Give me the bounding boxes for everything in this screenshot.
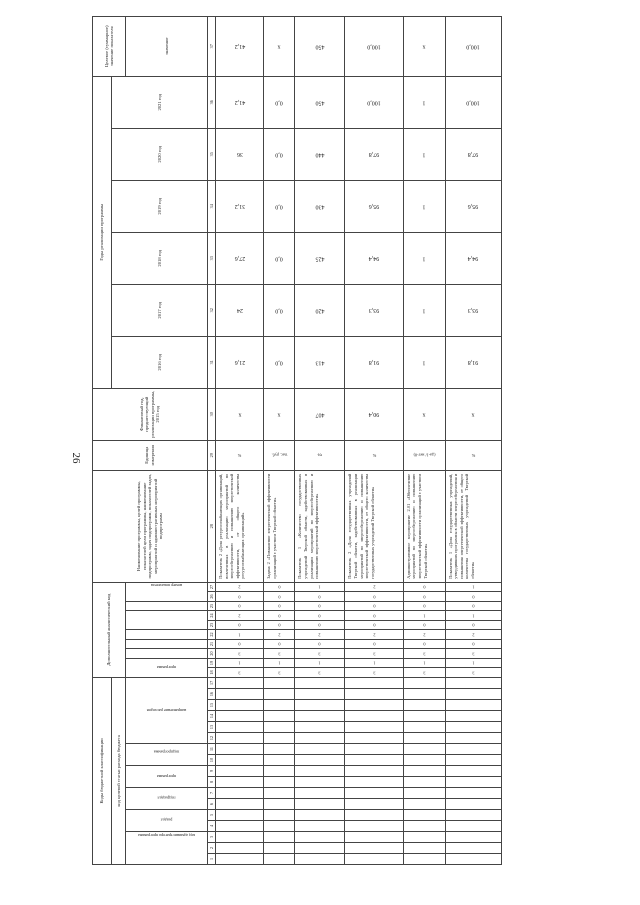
column-number: 34 <box>207 180 215 232</box>
analytic-code-cell: 0 <box>264 601 295 611</box>
budget-code-cell <box>264 777 295 788</box>
row-year-2021: 100,0 <box>345 76 403 128</box>
analytic-code-cell: 3 <box>445 649 501 659</box>
analytic-code-cell: 0 <box>295 620 345 630</box>
budget-code-cell <box>403 722 445 733</box>
column-number: 13 <box>207 722 215 733</box>
column-number: 3 <box>207 832 215 843</box>
column-number: 19 <box>207 658 215 668</box>
column-number: 20 <box>207 649 215 659</box>
budget-code-cell <box>295 799 345 810</box>
row-name: Показатель 2 «Доля ресурсоснабжающих организаций, вовлеченных в реализацию мероприятий по энергосбережению и повышению энергетической эффективности, от общего количества ресурсоснабжающих организаций» <box>216 470 264 582</box>
column-number: 8 <box>207 777 215 788</box>
row-year-2017: 1 <box>403 284 445 336</box>
column-number: 15 <box>207 700 215 711</box>
budget-code-cell <box>264 677 295 688</box>
row-year-2016: 91,8 <box>345 336 403 388</box>
budget-code-cell <box>403 766 445 777</box>
analytic-code-cell: 3 <box>216 649 264 659</box>
budget-code-cell <box>445 711 501 722</box>
budget-code-cell <box>403 810 445 821</box>
column-number: 6 <box>207 799 215 810</box>
analytic-code-cell: 0 <box>216 620 264 630</box>
row-year-2017: 93,3 <box>445 284 501 336</box>
budget-code-cell <box>216 689 264 700</box>
header-year-2020: 2020 год <box>111 128 207 180</box>
analytic-code-cell: 2 <box>295 630 345 640</box>
analytic-code-cell: 3 <box>216 668 264 678</box>
analytic-code-cell: 0 <box>445 639 501 649</box>
analytic-code-cell: 2 <box>345 630 403 640</box>
budget-code-cell <box>445 700 501 711</box>
budget-code-cell <box>264 810 295 821</box>
subheader-activity <box>126 611 207 630</box>
row-year-2021: 41,2 <box>216 76 264 128</box>
row-target: 41,2 <box>216 16 264 76</box>
budget-code-cell <box>445 788 501 799</box>
row-unit: % <box>216 440 264 470</box>
row-unit: (да-1/ нет-0) <box>403 440 445 470</box>
budget-code-cell <box>264 832 295 843</box>
budget-code-cell <box>264 854 295 865</box>
budget-code-cell <box>445 766 501 777</box>
budget-code-cell <box>216 854 264 865</box>
row-year-2016: 1 <box>403 336 445 388</box>
budget-code-cell <box>403 744 445 755</box>
budget-code-cell <box>345 722 403 733</box>
budget-code-cell <box>345 810 403 821</box>
table-row <box>264 16 295 864</box>
header-analytic-code: Дополнительный аналитический код <box>93 582 126 677</box>
analytic-code-cell: 3 <box>345 668 403 678</box>
budget-code-cell <box>216 799 264 810</box>
budget-code-cell <box>345 700 403 711</box>
column-number: 21 <box>207 639 215 649</box>
column-number: 30 <box>207 388 215 440</box>
header-target-value: Целевое (суммарное) значение показателя <box>93 16 126 76</box>
analytic-code-cell: 0 <box>403 639 445 649</box>
budget-code-cell <box>216 677 264 688</box>
table-row <box>345 16 403 864</box>
budget-code-cell <box>216 832 264 843</box>
row-year-2016: 413 <box>295 336 345 388</box>
budget-code-cell <box>445 821 501 832</box>
analytic-code-cell: 0 <box>403 620 445 630</box>
analytic-code-cell: 1 <box>445 658 501 668</box>
budget-code-cell <box>216 722 264 733</box>
analytic-code-cell: 0 <box>264 639 295 649</box>
analytic-code-cell: 1 <box>216 630 264 640</box>
budget-code-cell <box>264 766 295 777</box>
budget-code-cell <box>295 755 345 766</box>
row-year-2018: 94,4 <box>445 232 501 284</box>
row-year-2017: 24 <box>216 284 264 336</box>
column-number: 33 <box>207 232 215 284</box>
budget-code-cell <box>295 810 345 821</box>
row-target: х <box>264 16 295 76</box>
budget-code-cell <box>264 689 295 700</box>
analytic-code-cell: 1 <box>403 658 445 668</box>
column-number: 24 <box>207 611 215 621</box>
row-financial-year: 407 <box>295 388 345 440</box>
row-year-2019: 1 <box>403 180 445 232</box>
row-target: 450 <box>295 16 345 76</box>
budget-code-cell <box>264 821 295 832</box>
analytic-code-cell: 0 <box>445 620 501 630</box>
column-number: 31 <box>207 336 215 388</box>
budget-code-cell <box>445 843 501 854</box>
analytic-code-cell: 0 <box>345 601 403 611</box>
row-year-2019: 95,6 <box>345 180 403 232</box>
analytic-code-cell: 0 <box>345 620 403 630</box>
header-year-2021: 2021 год <box>111 76 207 128</box>
budget-code-cell <box>403 843 445 854</box>
subheader-program: программа <box>126 658 207 677</box>
subheader-section: раздел <box>126 810 207 832</box>
column-number: 5 <box>207 810 215 821</box>
analytic-code-cell: 0 <box>403 601 445 611</box>
analytic-code-cell: 0 <box>295 611 345 621</box>
budget-code-cell <box>264 722 295 733</box>
analytic-code-cell: 0 <box>264 582 295 592</box>
budget-code-cell <box>403 677 445 688</box>
header-year-2017: 2017 год <box>111 284 207 336</box>
budget-code-cell <box>216 744 264 755</box>
row-financial-year: х <box>445 388 501 440</box>
subheader-subprogram <box>126 639 207 649</box>
row-year-2019: 0,0 <box>264 180 295 232</box>
column-number: 4 <box>207 821 215 832</box>
row-year-2017: 420 <box>295 284 345 336</box>
table-row <box>403 16 445 864</box>
budget-code-cell <box>264 843 295 854</box>
subheader-goal <box>126 649 207 659</box>
column-number: 28 <box>207 470 215 582</box>
column-number: 36 <box>207 76 215 128</box>
column-number: 10 <box>207 755 215 766</box>
budget-code-cell <box>295 766 345 777</box>
analytic-code-cell: 3 <box>264 649 295 659</box>
subheader-indicator-number: номер показателя <box>126 582 207 601</box>
subheader-expense-direction: направление расходов <box>126 677 207 743</box>
column-number: 32 <box>207 284 215 336</box>
budget-code-cell <box>403 854 445 865</box>
row-name: Показатель 1 «Доля государственных учреждений, утвердивших программы в области энергосбережения и повышения энергетической эффективности, от общего количества государственных учреждений Тверской области» <box>445 470 501 582</box>
analytic-code-cell: 0 <box>345 592 403 602</box>
column-number: 22 <box>207 630 215 640</box>
budget-code-cell <box>345 766 403 777</box>
row-year-2020: 440 <box>295 128 345 180</box>
row-year-2016: 0,0 <box>264 336 295 388</box>
row-unit: % <box>445 440 501 470</box>
row-year-2016: 21,6 <box>216 336 264 388</box>
budget-code-cell <box>295 677 345 688</box>
row-year-2018: 425 <box>295 232 345 284</box>
budget-code-cell <box>264 788 295 799</box>
row-name: Показатель 1 «Количество государственных учреждений Тверской области, задействованных в реализации мероприятий по энергосбережению и повышению энергетической эффективности» <box>295 470 345 582</box>
budget-code-cell <box>216 777 264 788</box>
analytic-code-cell: 2 <box>216 582 264 592</box>
header-year-2016: 2016 год <box>111 336 207 388</box>
analytic-code-cell: 0 <box>216 639 264 649</box>
budget-code-cell <box>403 821 445 832</box>
row-year-2018: 27,6 <box>216 232 264 284</box>
budget-code-cell <box>295 711 345 722</box>
program-table <box>92 16 502 865</box>
column-number: 11 <box>207 744 215 755</box>
budget-code-cell <box>264 711 295 722</box>
analytic-code-cell: 1 <box>403 611 445 621</box>
budget-code-cell <box>403 777 445 788</box>
row-year-2021: 0,0 <box>264 76 295 128</box>
budget-code-cell <box>264 700 295 711</box>
analytic-code-cell: 0 <box>264 620 295 630</box>
analytic-code-cell: 1 <box>445 582 501 592</box>
subheader-target-value: значение <box>126 16 207 76</box>
row-year-2020: 1 <box>403 128 445 180</box>
row-financial-year: х <box>264 388 295 440</box>
subheader-admin-activity <box>126 601 207 611</box>
column-number: 14 <box>207 711 215 722</box>
row-year-2020: 97,8 <box>345 128 403 180</box>
row-unit: тыс. руб. <box>264 440 295 470</box>
analytic-code-cell: 0 <box>216 601 264 611</box>
analytic-code-cell: 0 <box>345 611 403 621</box>
budget-code-cell <box>445 832 501 843</box>
analytic-code-cell: 2 <box>216 611 264 621</box>
column-number: 17 <box>207 677 215 688</box>
budget-code-cell <box>216 711 264 722</box>
header-name: Наименование программы, целей программы, показателей цели программы, наименование подпрограмм, задач подпрограмм, показателей задач, мероприятий и административных мероприятий подпрограмм <box>93 470 208 582</box>
row-year-2021: 450 <box>295 76 345 128</box>
row-unit: ед. <box>295 440 345 470</box>
analytic-code-cell: 0 <box>216 592 264 602</box>
budget-code-cell <box>295 777 345 788</box>
column-number: 16 <box>207 689 215 700</box>
row-target: 100,0 <box>345 16 403 76</box>
analytic-code-cell: 3 <box>345 649 403 659</box>
analytic-code-cell: 1 <box>345 658 403 668</box>
column-number: 23 <box>207 620 215 630</box>
column-number: 27 <box>207 582 215 592</box>
subheader-program-code: программа <box>126 766 207 788</box>
budget-code-cell <box>216 766 264 777</box>
budget-code-cell <box>216 788 264 799</box>
row-year-2017: 93,3 <box>345 284 403 336</box>
row-unit: % <box>345 440 403 470</box>
column-number: 35 <box>207 128 215 180</box>
budget-code-cell <box>445 733 501 744</box>
budget-code-cell <box>345 677 403 688</box>
row-financial-year: 90,4 <box>345 388 403 440</box>
analytic-code-cell: 1 <box>445 611 501 621</box>
analytic-code-cell: 0 <box>403 592 445 602</box>
row-year-2018: 94,4 <box>345 232 403 284</box>
analytic-code-cell: 3 <box>403 668 445 678</box>
budget-code-cell <box>445 755 501 766</box>
budget-code-cell <box>216 843 264 854</box>
analytic-code-cell: 3 <box>403 649 445 659</box>
subheader-subprogram-code: подпрограмма <box>126 744 207 766</box>
row-year-2021: 100,0 <box>445 76 501 128</box>
analytic-code-cell: 2 <box>445 630 501 640</box>
analytic-code-cell: 0 <box>295 592 345 602</box>
row-year-2019: 430 <box>295 180 345 232</box>
row-target: 100,0 <box>445 16 501 76</box>
column-number: 18 <box>207 668 215 678</box>
column-number: 29 <box>207 440 215 470</box>
subheader-subsection: подраздел <box>126 788 207 810</box>
budget-code-cell <box>345 733 403 744</box>
budget-code-cell <box>345 777 403 788</box>
budget-code-cell <box>295 700 345 711</box>
subheader-admin-code: код администратора программы <box>126 832 207 865</box>
budget-code-cell <box>345 854 403 865</box>
analytic-code-cell: 1 <box>264 658 295 668</box>
budget-code-cell <box>403 700 445 711</box>
budget-code-cell <box>403 711 445 722</box>
analytic-code-cell: 0 <box>403 582 445 592</box>
budget-code-cell <box>445 799 501 810</box>
row-year-2016: 91,8 <box>445 336 501 388</box>
budget-code-cell <box>345 832 403 843</box>
budget-code-cell <box>295 854 345 865</box>
budget-code-cell <box>345 788 403 799</box>
row-year-2020: 36 <box>216 128 264 180</box>
budget-code-cell <box>345 711 403 722</box>
row-year-2019: 95,6 <box>445 180 501 232</box>
row-year-2019: 31,2 <box>216 180 264 232</box>
budget-code-cell <box>403 755 445 766</box>
row-name: Административное мероприятие 2.01 «Обеспечение мероприятий по энергосбережению и повышению энергетической эффективности организаций с участием Тверской области» <box>403 470 445 582</box>
row-year-2020: 0,0 <box>264 128 295 180</box>
analytic-code-cell: 3 <box>295 668 345 678</box>
row-name: Задача 2 «Повышение энергетической эффективности организаций с участием Тверской области» <box>264 470 295 582</box>
header-unit: Единица измерения <box>93 440 208 470</box>
column-number: 26 <box>207 592 215 602</box>
row-financial-year: х <box>216 388 264 440</box>
budget-code-cell <box>445 777 501 788</box>
table-row <box>295 16 345 864</box>
analytic-code-cell: 2 <box>264 630 295 640</box>
table-row <box>216 16 264 864</box>
analytic-code-cell: 0 <box>345 639 403 649</box>
budget-code-cell <box>264 744 295 755</box>
budget-code-cell <box>264 799 295 810</box>
analytic-code-cell: 1 <box>295 582 345 592</box>
column-number: 9 <box>207 766 215 777</box>
analytic-code-cell: 0 <box>295 601 345 611</box>
analytic-code-cell: 2 <box>403 630 445 640</box>
header-budget-codes: Коды бюджетной классификации <box>93 677 112 864</box>
analytic-code-cell: 3 <box>295 649 345 659</box>
budget-code-cell <box>403 733 445 744</box>
analytic-code-cell: 3 <box>445 668 501 678</box>
analytic-code-cell: 0 <box>295 639 345 649</box>
budget-code-cell <box>295 689 345 700</box>
row-year-2020: 97,8 <box>445 128 501 180</box>
budget-code-cell <box>403 799 445 810</box>
budget-code-cell <box>295 843 345 854</box>
budget-code-cell <box>445 810 501 821</box>
budget-code-cell <box>445 744 501 755</box>
analytic-code-cell: 1 <box>295 658 345 668</box>
budget-code-cell <box>264 755 295 766</box>
budget-code-cell <box>345 689 403 700</box>
subheader-task <box>126 630 207 640</box>
table-row <box>445 16 501 864</box>
row-year-2017: 0,0 <box>264 284 295 336</box>
budget-code-cell <box>345 843 403 854</box>
analytic-code-cell: 2 <box>345 582 403 592</box>
program-table-document <box>92 25 502 865</box>
analytic-code-cell: 0 <box>445 592 501 602</box>
budget-code-cell <box>445 722 501 733</box>
budget-code-cell <box>295 744 345 755</box>
row-name: Показатель 2 «Доля государственных учреждений Тверской области, задействованных в реализации мероприятий по энергосбережению и повышению энергетической эффективности, от общего количества государственных учреждений Тверской области» <box>345 470 403 582</box>
budget-code-cell <box>345 799 403 810</box>
header-financial-year: Финансовый год, предшествующий реализации программы, 2015 год <box>93 388 208 440</box>
budget-code-cell <box>445 677 501 688</box>
analytic-code-cell: 1 <box>216 658 264 668</box>
budget-code-cell <box>295 832 345 843</box>
column-number: 37 <box>207 16 215 76</box>
budget-code-cell <box>216 810 264 821</box>
page-number: 26 <box>70 452 82 464</box>
budget-code-cell <box>216 821 264 832</box>
budget-code-cell <box>295 733 345 744</box>
budget-code-cell <box>445 854 501 865</box>
budget-code-cell <box>295 722 345 733</box>
budget-code-cell <box>403 788 445 799</box>
budget-code-cell <box>403 832 445 843</box>
budget-code-cell <box>445 689 501 700</box>
row-financial-year: х <box>403 388 445 440</box>
budget-code-cell <box>264 733 295 744</box>
analytic-code-cell: 0 <box>445 601 501 611</box>
budget-code-cell <box>295 788 345 799</box>
header-year-2018: 2018 год <box>111 232 207 284</box>
row-year-2018: 0,0 <box>264 232 295 284</box>
header-program-years: Годы реализации программы <box>93 76 112 388</box>
column-number: 12 <box>207 733 215 744</box>
budget-code-cell <box>216 700 264 711</box>
header-target-article: код целевой статьи расхода бюджета <box>111 677 126 864</box>
column-number: 7 <box>207 788 215 799</box>
budget-code-cell <box>345 744 403 755</box>
budget-code-cell <box>295 821 345 832</box>
analytic-code-cell: 0 <box>264 611 295 621</box>
header-year-2019: 2019 год <box>111 180 207 232</box>
budget-code-cell <box>345 755 403 766</box>
analytic-code-cell: 3 <box>264 668 295 678</box>
analytic-code-cell: 0 <box>264 592 295 602</box>
column-number: 1 <box>207 854 215 865</box>
row-target: х <box>403 16 445 76</box>
budget-code-cell <box>345 821 403 832</box>
budget-code-cell <box>216 755 264 766</box>
row-year-2021: 1 <box>403 76 445 128</box>
column-number: 25 <box>207 601 215 611</box>
budget-code-cell <box>403 689 445 700</box>
budget-code-cell <box>216 733 264 744</box>
row-year-2018: 1 <box>403 232 445 284</box>
column-number: 2 <box>207 843 215 854</box>
